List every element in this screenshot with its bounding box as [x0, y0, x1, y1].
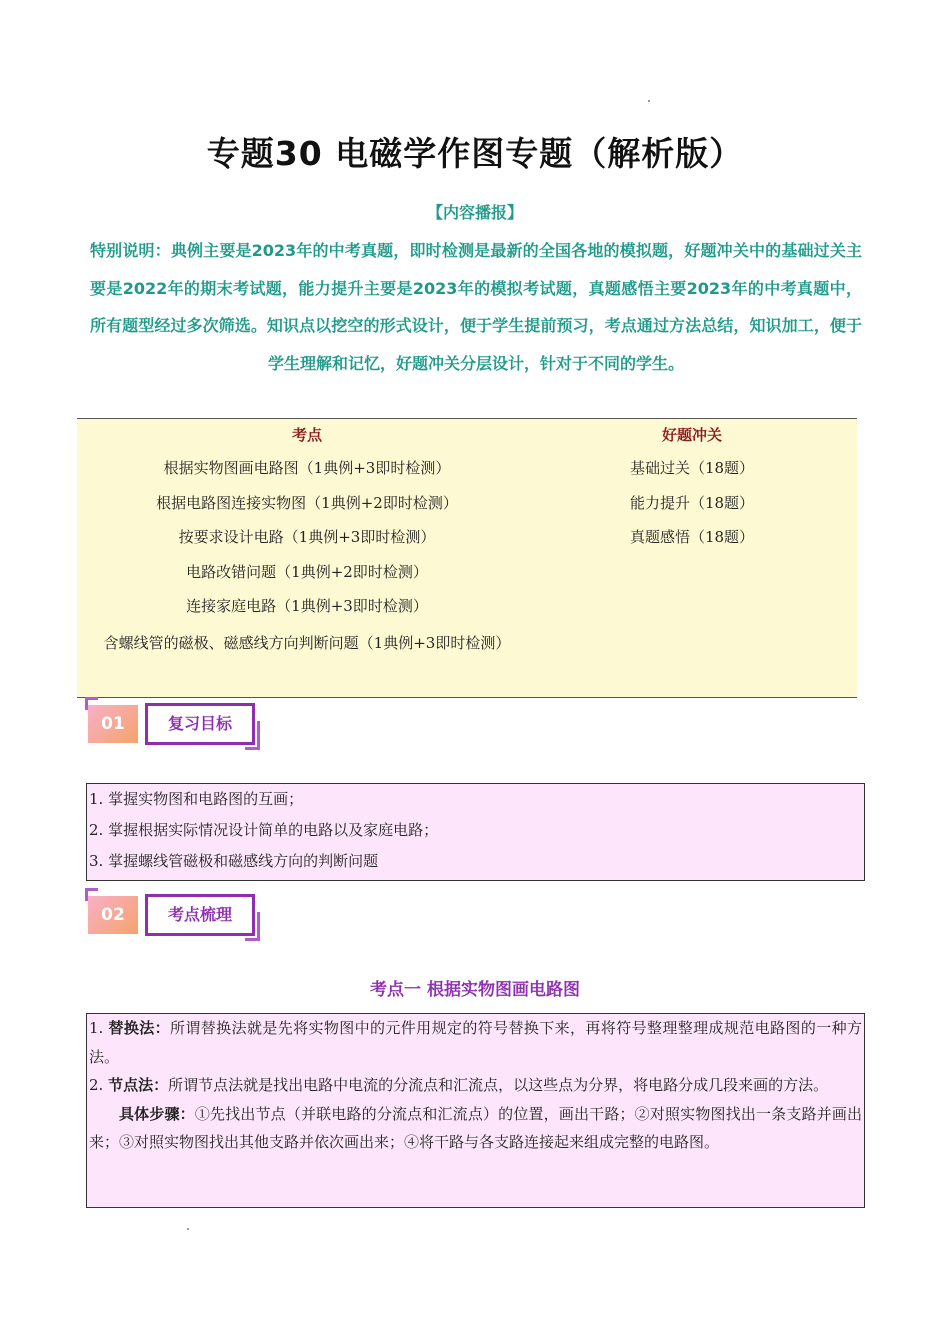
method-text: 所谓替换法就是先将实物图中的元件用规定的符号替换下来，再将符号整理整理成规范电路图的一种方法。 — [89, 1019, 862, 1066]
knowledge-points-header: 考点 — [291, 426, 322, 444]
section-number: 02 — [88, 896, 138, 934]
method-name: 替换法： — [108, 1019, 171, 1037]
knowledge-point-item: 连接家庭电路（1典例+3即时检测） — [186, 597, 428, 615]
section-label: 考点梳理 — [145, 894, 255, 936]
methods-box — [86, 1013, 865, 1208]
section-badge-knowledge-review — [85, 888, 275, 946]
broadcast-heading: 【内容播报】 — [426, 203, 523, 222]
practice-item: 基础过关（18题） — [629, 459, 755, 477]
method-text: 所谓节点法就是找出电路中电流的分流点和汇流点，以这些点为分界，将电路分成几段来画的方法。 — [168, 1076, 829, 1094]
knowledge-points-column — [77, 419, 537, 662]
goal-item: 3. 掌握螺线管磁极和磁感线方向的判断问题 — [89, 852, 379, 870]
method-number: 2. — [89, 1076, 109, 1094]
method-name: 具体步骤： — [119, 1104, 195, 1123]
method-text: ①先找出节点（并联电路的分流点和汇流点）的位置，画出干路；②对照实物图找出一条支路并画出来；③对照实物图找出其他支路并依次画出来；④将干路与各支路连接起来组成完整的电路图。 — [89, 1104, 862, 1151]
knowledge-point-item: 根据实物图画电路图（1典例+3即时检测） — [163, 459, 451, 477]
method-paragraph — [87, 1100, 864, 1157]
method-number: 1. — [89, 1019, 109, 1037]
section-number: 01 — [88, 705, 138, 743]
method-name: 节点法： — [108, 1076, 169, 1094]
broadcast-text: 特别说明：典例主要是2023年的中考真题，即时检测是最新的全国各地的模拟题，好题冲关中的基础过关主要是2022年的期末考试题，能力提升主要是2023年的模拟考试题，真题感悟主要2023年的中考真题中，所有题型经过多次筛选。知识点以挖空的形式设计，便于学生提前预习，考点通过方法总结，知识加工，便于学生理解和记忆，好题冲关分层设计，针对于不同的学生。 — [90, 241, 862, 373]
method-paragraph — [87, 1014, 864, 1071]
badge-corner-decoration — [245, 912, 260, 941]
knowledge-point-title: 考点一 根据实物图画电路图 — [370, 980, 580, 1000]
knowledge-point-item: 电路改错问题（1典例+2即时检测） — [186, 562, 428, 581]
practice-item: 真题感悟（18题） — [629, 528, 755, 546]
badge-corner-decoration — [245, 721, 260, 750]
method-paragraph — [87, 1071, 864, 1100]
speck — [187, 1228, 189, 1230]
review-goals-box — [86, 783, 865, 881]
overview-table — [77, 418, 857, 698]
speck — [648, 100, 650, 102]
practice-item: 能力提升（18题） — [629, 493, 755, 512]
section-badge-review-goals — [85, 697, 275, 755]
practice-column — [617, 419, 767, 555]
goal-item: 1. 掌握实物图和电路图的互画； — [89, 790, 304, 808]
section-label: 复习目标 — [145, 703, 255, 745]
practice-header: 好题冲关 — [661, 426, 722, 444]
page-title: 专题30 电磁学作图专题（解析版） — [206, 134, 744, 173]
knowledge-point-item: 按要求设计电路（1典例+3即时检测） — [178, 528, 436, 546]
knowledge-point-item: 含螺线管的磁极、磁感线方向判断问题（1典例+3即时检测） — [103, 633, 511, 652]
goal-item: 2. 掌握根据实际情况设计简单的电路以及家庭电路； — [89, 821, 439, 839]
knowledge-point-item: 根据电路图连接实物图（1典例+2即时检测） — [156, 493, 458, 512]
